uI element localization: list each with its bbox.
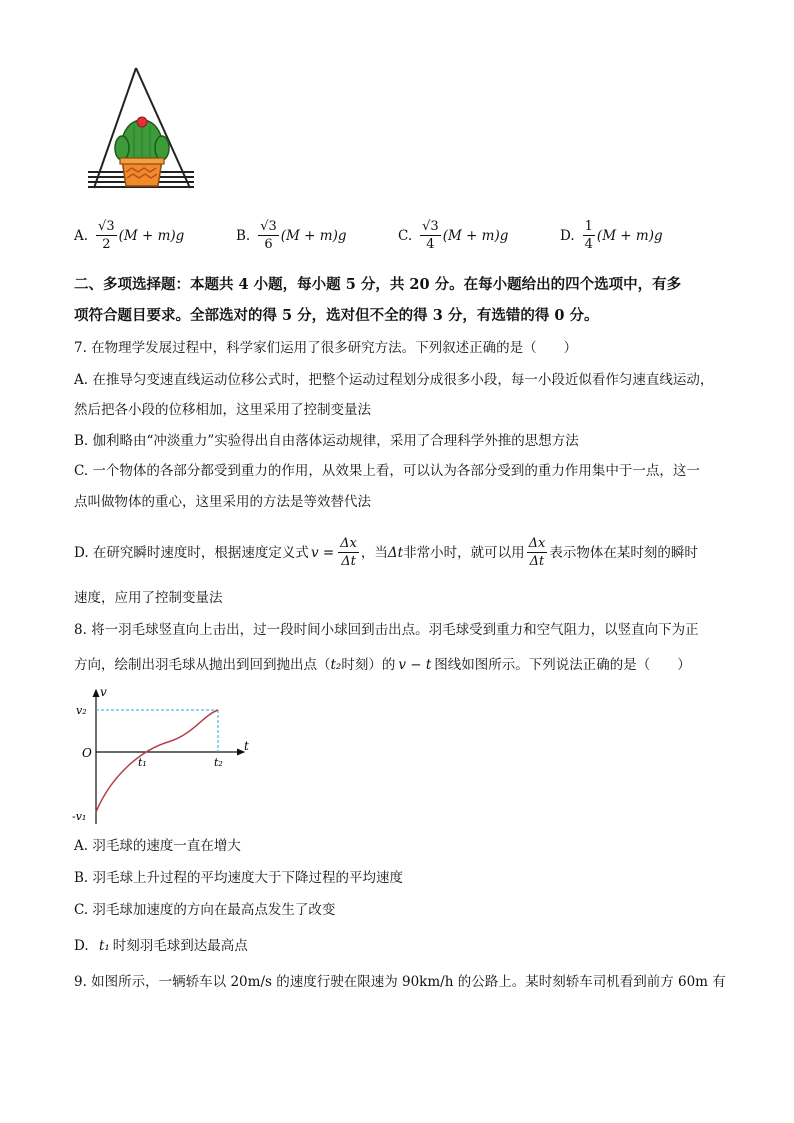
q6-option-a: A. $\frac{√3}{2}$ (M + m)g [74, 219, 185, 252]
section2-heading-line1: 二、多项选择题：本题共 4 小题，每小题 5 分，共 20 分。在每小题给出的四个选项中，有多 [74, 276, 682, 293]
t-axis-label: t [244, 739, 249, 753]
velocity-definition-fraction: $\frac{\Delta x}{\Delta t}$ [340, 536, 357, 569]
q6-option-b: B. $\frac{√3}{6}$ (M + m)g [236, 219, 347, 252]
q8-option-c: C. 羽毛球加速度的方向在最高点发生了改变 [74, 902, 336, 918]
q7-option-a-line1: A. 在推导匀变速直线运动位移公式时，把整个运动过程划分成很多小段，每一小段近似看作匀速直线运动， [74, 372, 714, 388]
q8-option-d: D. t₁ 时刻羽毛球到达最高点 [74, 938, 248, 954]
v-axis-label: v [100, 685, 107, 699]
q7-option-a-line2: 然后把各小段的位移相加，这里采用了控制变量法 [74, 402, 371, 418]
coef-fraction: $\frac{1}{4}$ [584, 219, 593, 252]
q7-stem: 7. 在物理学发展过程中，科学家们运用了很多研究方法。下列叙述正确的是（ ） [74, 340, 578, 356]
q9-stem: 9. 如图所示，一辆轿车以 20m/s 的速度行驶在限速为 90km/h 的公路上。某时刻轿车司机看到前方 60m 有 [74, 974, 726, 990]
v1-label: -v₁ [72, 810, 87, 823]
ratio-fraction: $\frac{\Delta x}{\Delta t}$ [528, 536, 546, 569]
q8-stem-line2: 方向，绘制出羽毛球从抛出到回到抛出点（t₂时刻）的 v − t 图线如图所示。下列说法正确的是（ ） [74, 657, 691, 673]
v2-label: v₂ [76, 704, 87, 717]
q8-stem-line1: 8. 将一羽毛球竖直向上击出，过一段时间小球回到击出点。羽毛球受到重力和空气阻力，以竖直向下为正 [74, 622, 699, 638]
q8-option-b: B. 羽毛球上升过程的平均速度大于下降过程的平均速度 [74, 870, 404, 886]
vt-curve [96, 710, 218, 812]
q7-option-c-line2: 点叫做物体的重心，这里采用的方法是等效替代法 [74, 494, 371, 510]
q8-option-a: A. 羽毛球的速度一直在增大 [74, 838, 241, 854]
q7-option-d-line1: D. 在研究瞬时速度时，根据速度定义式 v = $\frac{\Delta x}{\Delta t}$ ，当 Δt 非常小时，就可以用 $\frac{\Delta x}{\Delta t}$ 表示物体在某时刻的瞬时 [74, 536, 698, 569]
origin-label: O [82, 746, 92, 760]
q6-option-d: D. $\frac{1}{4}$ (M + m)g [560, 219, 663, 252]
coef-fraction: $\frac{√3}{4}$ [422, 219, 439, 252]
t1-label: t₁ [138, 756, 147, 769]
vt-graph [72, 684, 262, 830]
coef-fraction: $\frac{√3}{2}$ [98, 219, 115, 252]
section2-heading-line2: 项符合题目要求。全部选对的得 5 分，选对但不全的得 3 分，有选错的得 0 分。 [74, 307, 599, 324]
q6-option-c: C. $\frac{√3}{4}$ (M + m)g [398, 219, 509, 252]
hanging-cactus-illustration [86, 64, 198, 194]
coef-fraction: $\frac{√3}{6}$ [260, 219, 277, 252]
q7-option-c-line1: C. 一个物体的各部分都受到重力的作用，从效果上看，可以认为各部分受到的重力作用集中于一点，这一 [74, 463, 700, 479]
q7-option-b: B. 伽利略由“冲淡重力”实验得出自由落体运动规律，采用了合理科学外推的思想方法 [74, 433, 579, 449]
t2-label: t₂ [214, 756, 223, 769]
q7-option-d-line2: 速度，应用了控制变量法 [74, 590, 223, 606]
